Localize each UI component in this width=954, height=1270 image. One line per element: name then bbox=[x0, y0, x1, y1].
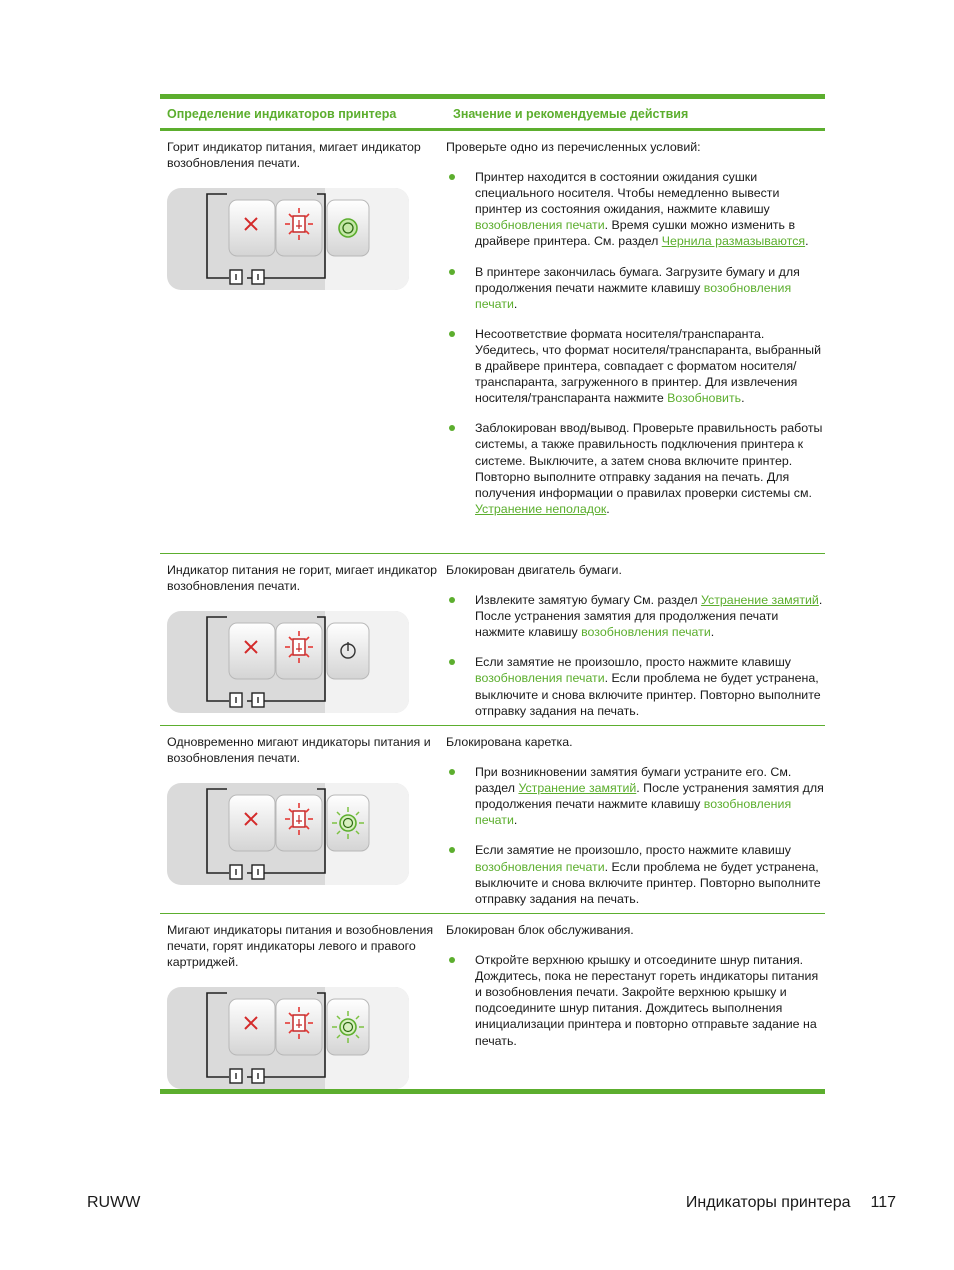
header-col-definition: Определение индикаторов принтера bbox=[167, 106, 397, 121]
list-item: Заблокирован ввод/вывод. Проверьте правильность работы системы, а также правильность подключения принтера к системе. Выключите, а затем снова включите принтер. Повторно выполните отправку задания на печать. Для получения информации о правилах проверки системы см. Устранение неполадок. bbox=[446, 420, 825, 517]
list-item: Откройте верхнюю крышку и отсоедините шнур питания. Дождитесь, пока не перестанут гореть индикаторы питания и возобновления печати. Закройте верхнюю крышку и подсоедините шнур питания. Дождитесь выполнения инициализации принтера и повторно отправьте задание на печать. bbox=[446, 952, 825, 1049]
table-row bbox=[160, 554, 825, 726]
list-item: При возникновении замятия бумаги устраните его. См. раздел Устранение замятий. После устранения замятия для продолжения печати нажмите клавишу возобновления печати. bbox=[446, 764, 825, 828]
bullet-icon bbox=[449, 269, 455, 275]
list-item: В принтере закончилась бумага. Загрузите бумагу и для продолжения печати нажмите клавишу возобновления печати. bbox=[446, 264, 825, 312]
link-troubleshooting[interactable]: Устранение неполадок bbox=[475, 501, 607, 516]
page-number: 117 bbox=[870, 1194, 896, 1211]
led-definition: Одновременно мигают индикаторы питания и возобновления печати. bbox=[167, 735, 431, 766]
link-clear-jams[interactable]: Устранение замятий bbox=[518, 781, 637, 796]
header-col-meaning: Значение и рекомендуемые действия bbox=[453, 106, 689, 121]
control-panel-image bbox=[167, 188, 439, 295]
panel-buttons-icon bbox=[167, 987, 409, 1089]
power-light-on-icon bbox=[327, 200, 369, 256]
table-row bbox=[160, 726, 825, 914]
control-panel-image bbox=[167, 987, 439, 1094]
meaning-intro: Блокирован блок обслуживания. bbox=[446, 923, 634, 937]
led-definition: Горит индикатор питания, мигает индикатор возобновления печати. bbox=[167, 140, 421, 171]
bullet-icon bbox=[449, 425, 455, 431]
power-light-blinking-icon bbox=[327, 795, 369, 851]
footer-section-title: Индикаторы принтера bbox=[685, 1194, 851, 1211]
list-item: Если замятие не произошло, просто нажмите клавишу возобновления печати. Если проблема не будет устранена, выключите и снова включите принтер. Повторно выполните отправку задания на печать. bbox=[446, 842, 825, 906]
bullet-icon bbox=[449, 847, 455, 853]
footer-doc-code: RUWW bbox=[87, 1194, 141, 1211]
table-header bbox=[160, 99, 825, 128]
link-clear-jams[interactable]: Устранение замятий bbox=[701, 593, 819, 608]
bullet-icon bbox=[449, 597, 455, 603]
table-bottom-rule bbox=[160, 1089, 825, 1094]
led-definition: Мигают индикаторы питания и возобновления печати, горят индикаторы левого и правого картриджей. bbox=[167, 923, 434, 970]
bullet-icon bbox=[449, 769, 455, 775]
list-item: Принтер находится в состоянии ожидания сушки специального носителя. Чтобы немедленно вывести принтер из состояния ожидания, нажмите клавишу возобновления печати. Время сушки можно изменить в драйвере принтера. См. раздел Чернила размазываются. bbox=[446, 169, 825, 249]
meaning-intro: Блокирован двигатель бумаги. bbox=[446, 563, 622, 577]
control-panel-image bbox=[167, 783, 439, 890]
list-item: Если замятие не произошло, просто нажмите клавишу возобновления печати. Если проблема не будет устранена, выключите и снова включите принтер. Повторно выполните отправку задания на печать. bbox=[446, 654, 825, 718]
meaning-intro: Блокирована каретка. bbox=[446, 735, 573, 749]
panel-buttons-icon bbox=[167, 188, 409, 290]
link-ink-smear[interactable]: Чернила размазываются bbox=[661, 234, 806, 249]
table-row bbox=[160, 914, 825, 1092]
panel-buttons-icon bbox=[167, 783, 409, 885]
power-light-blinking-icon bbox=[327, 999, 369, 1055]
bullet-icon bbox=[449, 659, 455, 665]
control-panel-image bbox=[167, 611, 439, 718]
table-row bbox=[160, 131, 825, 554]
list-item: Несоответствие формата носителя/транспаранта. Убедитесь, что формат носителя/транспаранта, выбранный в драйвере принтера, совпадает с форматом носителя/транспаранта, загруженного в принтер. Для извлечения носителя/транспаранта нажмите Возобновить. bbox=[446, 326, 825, 406]
power-light-off-icon bbox=[327, 623, 369, 679]
list-item: Извлеките замятую бумагу См. раздел Устранение замятий. После устранения замятия для продолжения печати нажмите клавишу возобновления печати. bbox=[446, 592, 825, 640]
meaning-intro: Проверьте одно из перечисленных условий: bbox=[446, 140, 701, 154]
footer-section bbox=[686, 1194, 896, 1212]
bullet-icon bbox=[449, 331, 455, 337]
led-definition: Индикатор питания не горит, мигает индикатор возобновления печати. bbox=[167, 563, 437, 594]
led-table bbox=[160, 94, 825, 1092]
panel-buttons-icon bbox=[167, 611, 409, 713]
bullet-icon bbox=[449, 174, 455, 180]
bullet-icon bbox=[449, 957, 455, 963]
